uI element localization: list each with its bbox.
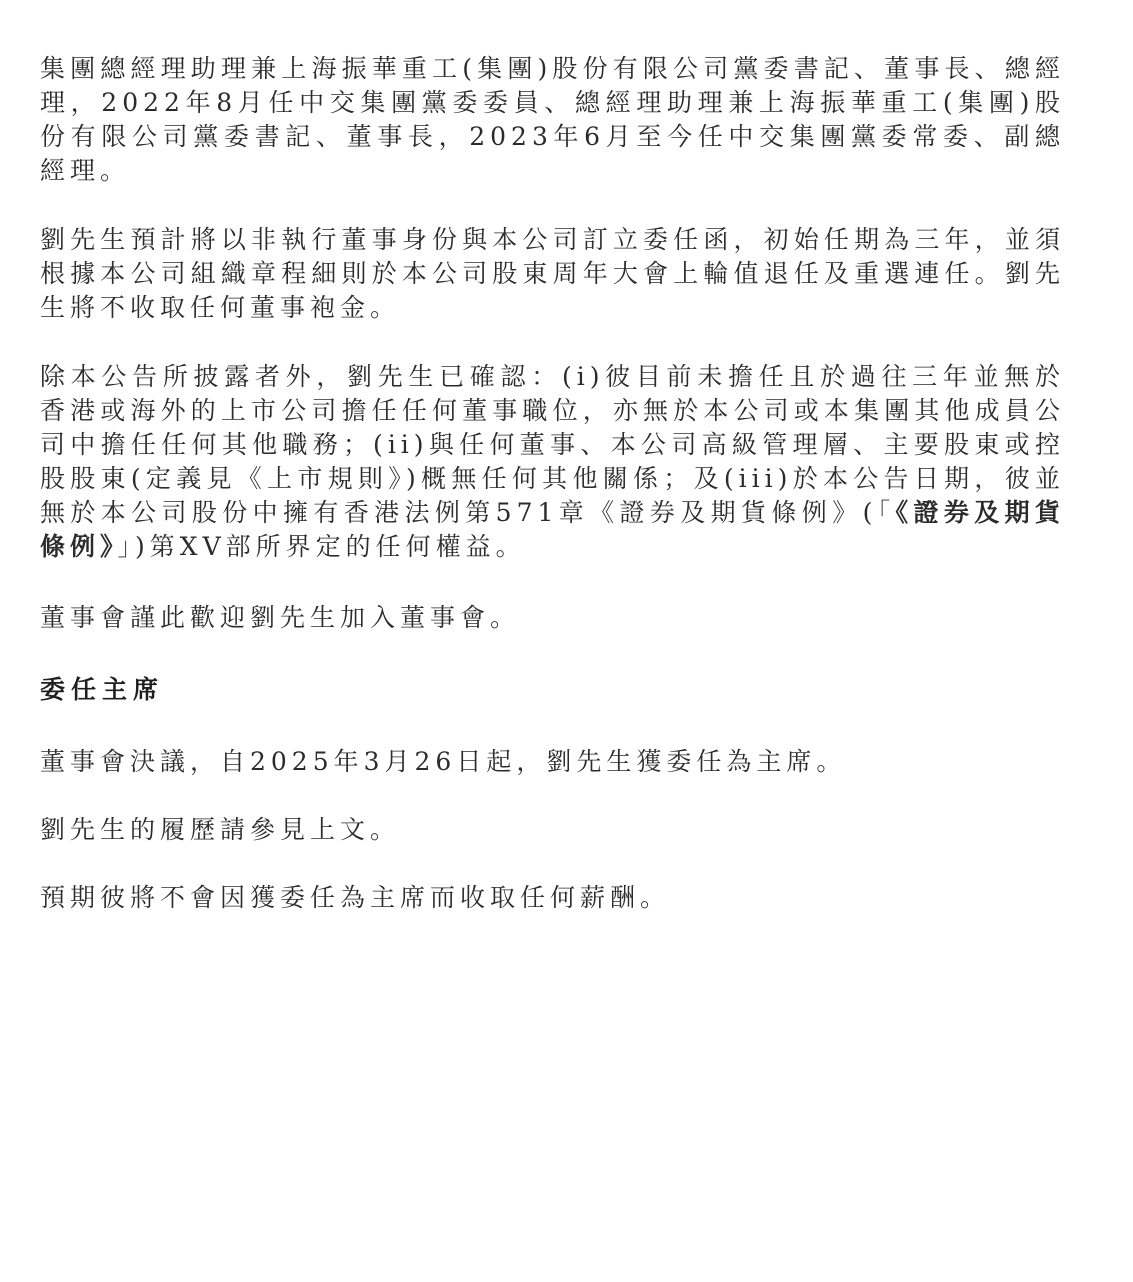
- section-heading: 委任主席: [40, 675, 165, 704]
- welcome-paragraph: 董事會謹此歡迎劉先生加入董事會。: [40, 603, 521, 632]
- biography-reference-paragraph: 劉先生的履歷請參見上文。: [40, 815, 401, 844]
- appointment-letter-paragraph: 劉先生預計將以非執行董事身份與本公司訂立委任函，初始任期為三年，並須根據本公司組織章程細則於本公司股東周年大會上輪值退任及重選連任。劉先生將不收取任何董事袍金。: [40, 225, 1065, 322]
- document-page: [40, 52, 1065, 915]
- biography-paragraph: 集團總經理助理兼上海振華重工(集團)股份有限公司黨委書記、董事長、總經理，2022年8月任中交集團黨委委員、總經理助理兼上海振華重工(集團)股份有限公司黨委書記、董事長，2023年6月至今任中交集團黨委常委、副總經理。: [40, 54, 1065, 185]
- sfo-defined-term: 《證券及期貨條例》: [40, 498, 1065, 561]
- confirmation-text-before: 除本公告所披露者外，劉先生已確認：(i)彼目前未擔任且於過往三年並無於香港或海外的上市公司擔任任何董事職位，亦無於本公司或本集團其他成員公司中擔任任何其他職務；(ii)與任何董事、本公司高級管理層、主要股東或控股股東(定義見《上市規則》)概無任何其他關係；及(iii)於本公告日期，彼並無於本公司股份中擁有香港法例第571章《證券及期貨條例》(「: [40, 362, 1065, 527]
- confirmation-paragraph: [40, 360, 1065, 564]
- confirmation-text-after: 」)第XV部所界定的任何權益。: [117, 532, 526, 561]
- remuneration-paragraph: 預期彼將不會因獲委任為主席而收取任何薪酬。: [40, 883, 671, 912]
- chairman-resolution-paragraph: 董事會決議，自2025年3月26日起，劉先生獲委任為主席。: [40, 747, 847, 776]
